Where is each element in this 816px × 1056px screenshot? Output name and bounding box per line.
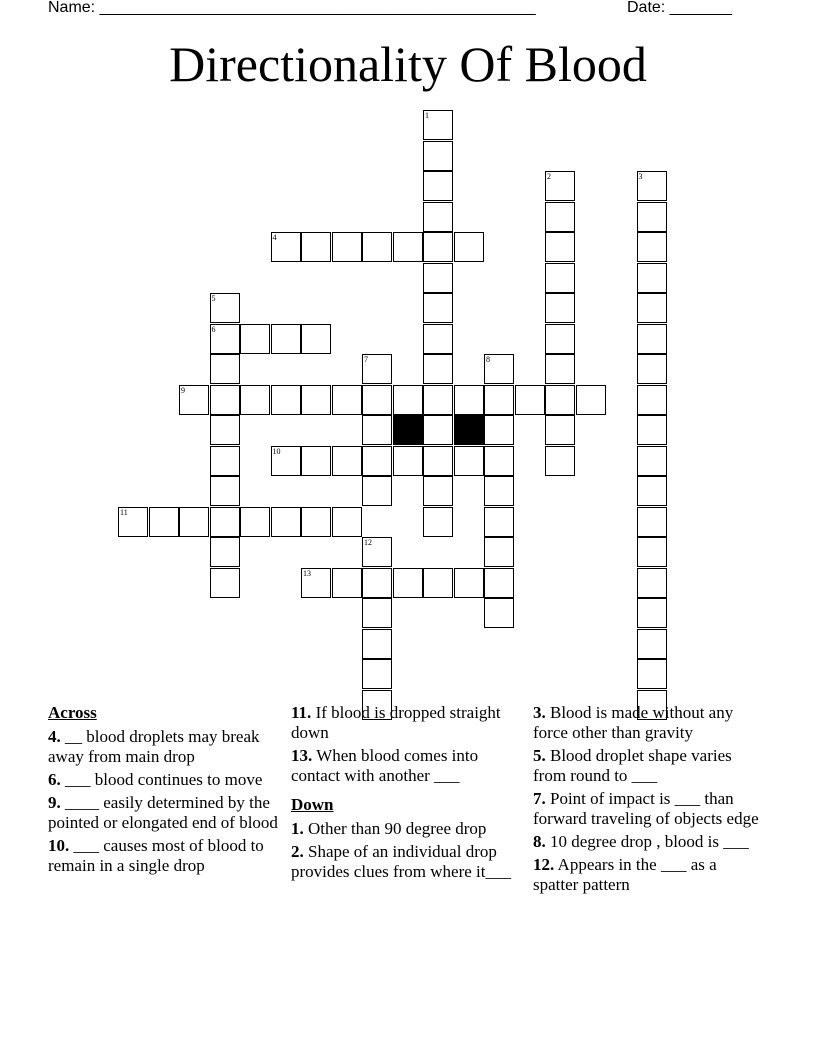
grid-cell[interactable] (423, 568, 453, 598)
grid-cell[interactable] (210, 324, 240, 354)
clue-number: 13 (303, 568, 311, 578)
grid-cell[interactable] (362, 232, 392, 262)
grid-cell[interactable] (271, 232, 301, 262)
grid-cell[interactable] (240, 385, 270, 415)
grid-cell[interactable] (423, 324, 453, 354)
grid-cell[interactable] (484, 354, 514, 384)
grid-cell[interactable] (637, 568, 667, 598)
grid-cell[interactable] (362, 598, 392, 628)
clue-down-1: 1. Other than 90 degree drop (291, 819, 487, 838)
grid-cell[interactable] (637, 324, 667, 354)
grid-cell[interactable] (362, 537, 392, 567)
grid-cell[interactable] (210, 415, 240, 445)
grid-cell[interactable] (423, 415, 453, 445)
grid-cell[interactable] (362, 659, 392, 689)
grid-cell[interactable] (423, 110, 453, 140)
grid-cell[interactable] (454, 568, 484, 598)
grid-cell[interactable] (637, 354, 667, 384)
grid-cell[interactable] (545, 171, 575, 201)
grid-cell[interactable] (637, 263, 667, 293)
grid-cell[interactable] (484, 446, 514, 476)
clue-number: 1 (425, 111, 429, 120)
grid-cell[interactable] (576, 385, 606, 415)
grid-cell[interactable] (423, 354, 453, 384)
grid-cell[interactable] (637, 293, 667, 323)
grid-cell[interactable] (423, 446, 453, 476)
clue-number: 11 (120, 507, 128, 517)
clue-across-6: 6. ___ blood continues to move (48, 770, 263, 789)
grid-cell[interactable] (454, 446, 484, 476)
grid-cell[interactable] (423, 171, 453, 201)
grid-cell[interactable] (637, 415, 667, 445)
grid-cell[interactable] (179, 385, 209, 415)
grid-cell[interactable] (454, 385, 484, 415)
grid-cell[interactable] (393, 568, 423, 598)
grid-cell[interactable] (423, 232, 453, 262)
grid-cell[interactable] (210, 568, 240, 598)
grid-cell[interactable] (484, 385, 514, 415)
grid-cell[interactable] (210, 446, 240, 476)
grid-cell[interactable] (545, 385, 575, 415)
grid-cell[interactable] (210, 385, 240, 415)
clue-down-8: 8. 10 degree drop , blood is ___ (533, 832, 749, 851)
clue-down-3: 3. Blood is made without any force other than gravity (533, 703, 734, 742)
grid-cell[interactable] (423, 476, 453, 506)
grid-cell[interactable] (423, 293, 453, 323)
clue-number: 3 (638, 172, 643, 181)
grid-cell[interactable] (301, 446, 331, 476)
clue-number: 6 (211, 324, 216, 334)
grid-cell[interactable] (515, 385, 545, 415)
grid-cell[interactable] (118, 507, 148, 537)
grid-cell[interactable] (484, 415, 514, 445)
grid-cell[interactable] (637, 629, 667, 659)
grid-cell[interactable] (637, 476, 667, 506)
grid-cell[interactable] (362, 629, 392, 659)
grid-cell[interactable] (637, 232, 667, 262)
clue-across-10: 10. ___ causes most of blood to remain in a single drop (48, 836, 264, 875)
grid-cell[interactable] (393, 446, 423, 476)
grid-cell[interactable] (484, 476, 514, 506)
clues-column-1 (48, 703, 280, 879)
clue-across-13: 13. When blood comes into contact with another ___ (291, 746, 479, 785)
clue-number: 8 (486, 355, 490, 364)
grid-cell[interactable] (210, 537, 240, 567)
grid-cell[interactable] (637, 446, 667, 476)
grid-cell[interactable] (362, 385, 392, 415)
clue-down-7: 7. Point of impact is ___ than forward traveling of objects edge (533, 789, 759, 828)
grid-cell[interactable] (332, 507, 362, 537)
grid-cell[interactable] (362, 415, 392, 445)
grid-cell[interactable] (637, 537, 667, 567)
clue-across-11: 11. If blood is dropped straight down (291, 703, 501, 742)
clue-number: 12 (364, 538, 372, 547)
grid-cell[interactable] (637, 202, 667, 232)
grid-cell[interactable] (637, 659, 667, 689)
down-heading: Down (291, 795, 334, 814)
grid-cell[interactable] (332, 232, 362, 262)
grid-cell[interactable] (210, 507, 240, 537)
grid-cell[interactable] (423, 385, 453, 415)
grid-cell[interactable] (210, 476, 240, 506)
grid-cell[interactable] (393, 232, 423, 262)
grid-cell[interactable] (362, 476, 392, 506)
name-field-label: Name: _________________________________________________ (48, 0, 536, 16)
clue-across-4: 4. __ blood droplets may break away from main drop (48, 727, 260, 766)
clue-down-2: 2. Shape of an individual drop provides clues from where it___ (291, 842, 511, 881)
grid-cell[interactable] (332, 446, 362, 476)
grid-cell[interactable] (332, 385, 362, 415)
grid-cell[interactable] (271, 507, 301, 537)
grid-cell[interactable] (637, 385, 667, 415)
clue-down-5: 5. Blood droplet shape varies from round to ___ (533, 746, 732, 785)
clue-number: 10 (272, 446, 281, 456)
page-title: Directionality Of Blood (169, 36, 647, 92)
grid-cell[interactable] (545, 232, 575, 262)
grid-cell[interactable] (149, 507, 179, 537)
grid-cell[interactable] (545, 263, 575, 293)
grid-cell[interactable] (637, 598, 667, 628)
grid-cell[interactable] (210, 293, 240, 323)
grid-cell[interactable] (362, 568, 392, 598)
grid-cell[interactable] (545, 354, 575, 384)
clue-number: 2 (547, 172, 551, 181)
grid-cell[interactable] (240, 324, 270, 354)
clue-number: 7 (364, 355, 368, 364)
grid-cell[interactable] (423, 263, 453, 293)
grid-cell[interactable] (484, 537, 514, 567)
grid-cell[interactable] (301, 568, 331, 598)
clue-number: 9 (181, 385, 185, 395)
grid-cell[interactable] (271, 446, 301, 476)
grid-cell[interactable] (484, 507, 514, 537)
grid-cell[interactable] (362, 446, 392, 476)
grid-cell[interactable] (545, 202, 575, 232)
grid-cell[interactable] (271, 324, 301, 354)
grid-cell[interactable] (545, 446, 575, 476)
grid-cell[interactable] (301, 232, 331, 262)
blocked-cell (454, 415, 484, 445)
grid-cell[interactable] (393, 385, 423, 415)
grid-cell[interactable] (179, 507, 209, 537)
clue-across-9: 9. ____ easily determined by the pointed or elongated end of blood (48, 793, 278, 832)
clue-number: 5 (211, 294, 216, 303)
grid-cell[interactable] (545, 293, 575, 323)
grid-cell[interactable] (271, 385, 301, 415)
grid-cell[interactable] (210, 354, 240, 384)
clue-down-12: 12. Appears in the ___ as a spatter pattern (533, 855, 717, 894)
grid-cell[interactable] (301, 324, 331, 354)
grid-cell[interactable] (423, 507, 453, 537)
grid-cell[interactable] (301, 507, 331, 537)
grid-cell[interactable] (301, 385, 331, 415)
across-heading: Across (48, 703, 97, 722)
grid-cell[interactable] (545, 324, 575, 354)
grid-cell[interactable] (423, 141, 453, 171)
grid-cell[interactable] (454, 232, 484, 262)
grid-cell[interactable] (332, 568, 362, 598)
grid-cell[interactable] (484, 568, 514, 598)
grid-cell[interactable] (637, 507, 667, 537)
clues-column-2 (291, 703, 523, 885)
grid-cell[interactable] (484, 598, 514, 628)
grid-cell[interactable] (423, 202, 453, 232)
blocked-cell (393, 415, 423, 445)
grid-cell[interactable] (362, 354, 392, 384)
grid-cell[interactable] (545, 415, 575, 445)
clue-number: 4 (272, 233, 277, 242)
grid-cell[interactable] (240, 507, 270, 537)
clues-column-3 (533, 703, 765, 898)
grid-cell[interactable] (637, 171, 667, 201)
date-field-label: Date: _______ (627, 0, 732, 16)
